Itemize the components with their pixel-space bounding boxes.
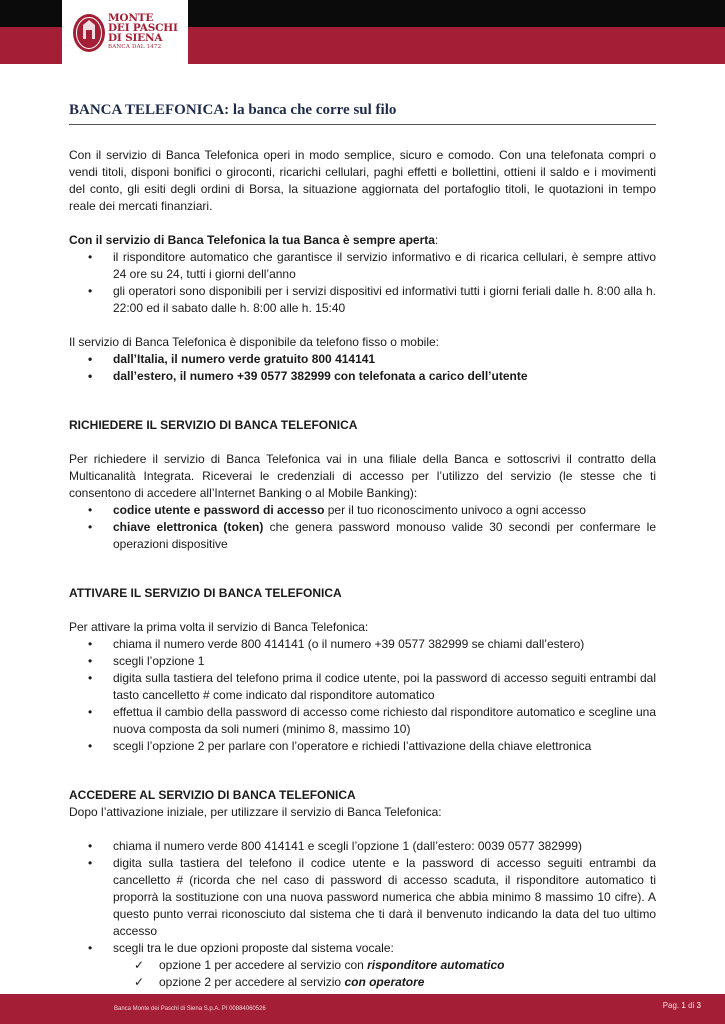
list-item-text: il risponditore automatico che garantisce il servizio informativo e di ricarica cellulari, è sempre attivo 24 ore su 24, tutti i giorni dell’anno	[113, 250, 656, 281]
logo-subtitle: BANCA DAL 1472	[108, 44, 162, 50]
list-item	[69, 653, 656, 670]
list-item-text: per il tuo riconoscimento univoco a ogni accesso	[324, 503, 586, 517]
page-current: 1	[681, 1001, 686, 1010]
option-text: opzione 2 per accedere al servizio	[159, 975, 345, 989]
option-text: opzione 1 per accedere al servizio con	[159, 958, 368, 972]
list-item-text: gli operatori sono disponibili per i servizi dispositivi ed informativi tutti i giorni feriali dalle h. 8:00 alla h. 22:00 ed il sabato dalle h. 8:00 alle h. 15:40	[113, 284, 656, 315]
document-body	[69, 100, 656, 991]
list-item	[69, 940, 656, 957]
footer-band	[0, 994, 725, 1024]
request-heading: RICHIEDERE IL SERVIZIO DI BANCA TELEFONICA	[69, 418, 358, 432]
page-of: di	[688, 1001, 695, 1010]
always-open-lead-bold: Con il servizio di Banca Telefonica la tua Banca è sempre aperta	[69, 233, 435, 247]
always-open-lead-colon: :	[434, 233, 439, 247]
list-item-text: che genera password monouso valide 30 secondi per confermare le operazioni dispositive	[113, 520, 656, 551]
list-item	[69, 351, 656, 368]
list-item	[69, 636, 656, 653]
access-list	[69, 838, 656, 957]
page-number	[663, 1001, 701, 1010]
activate-heading: ATTIVARE IL SERVIZIO DI BANCA TELEFONICA	[69, 586, 342, 600]
bullet-icon: •	[88, 941, 93, 955]
bullet-icon: •	[88, 250, 93, 264]
list-item	[69, 738, 656, 755]
option-item	[69, 974, 656, 991]
list-item	[69, 838, 656, 855]
list-item-bold: chiave elettronica (token)	[113, 520, 264, 534]
list-item	[69, 519, 656, 553]
activate-list	[69, 636, 656, 755]
page-total: 3	[696, 1001, 701, 1010]
request-paragraph: Per richiedere il servizio di Banca Telefonica vai in una filiale della Banca e sottoscrivi il contratto della Multicanalità Integrata. Riceverai le credenziali di accesso per l’utilizzo del servizio (le stesse che ti consentono di accedere all’Internet Banking o al Mobile Banking):	[69, 452, 656, 500]
list-item-text: dall’estero, il numero +39 0577 382999 con telefonata a carico dell’utente	[113, 369, 528, 383]
bullet-icon: •	[88, 654, 93, 668]
list-item	[69, 502, 656, 519]
bullet-icon: •	[88, 705, 93, 719]
list-item-text: digita sulla tastiera del telefono prima il codice utente, poi la password di accesso seguiti entrambi dal tasto cancelletto # come indicato dal risponditore automatico	[113, 671, 656, 702]
intro-paragraph: Con il servizio di Banca Telefonica operi in modo semplice, sicuro e comodo. Con una telefonata compri o vendi titoli, disponi bonifici o giroconti, ricarichi cellulari, paghi effetti e bollettini, ottieni il saldo e i movimenti del conto, gli esiti degli ordini di Borsa, la situazione aggiornata del portafoglio titoli, le quotazioni in tempo reale dei mercati finanziari.	[69, 148, 656, 213]
request-list	[69, 502, 656, 553]
option-emphasis: risponditore automatico	[367, 958, 505, 972]
checkmark-icon: ✓	[134, 958, 145, 972]
bullet-icon: •	[88, 520, 93, 534]
list-item-text: scegli l’opzione 1	[113, 654, 205, 668]
page-label: Pag.	[662, 1001, 680, 1010]
access-heading: ACCEDERE AL SERVIZIO DI BANCA TELEFONICA	[69, 788, 356, 802]
list-item	[69, 368, 656, 385]
option-emphasis: con operatore	[344, 975, 425, 989]
bullet-icon: •	[88, 284, 93, 298]
seal-icon	[72, 12, 106, 54]
list-item-bold: codice utente e password di accesso	[113, 503, 325, 517]
list-item	[69, 249, 656, 283]
list-item-text: scegli tra le due opzioni proposte dal sistema vocale:	[113, 941, 394, 955]
list-item-text: chiama il numero verde 800 414141 (o il numero +39 0577 382999 se chiami dall’estero)	[113, 637, 585, 651]
list-item	[69, 670, 656, 704]
always-open-lead	[69, 232, 656, 249]
list-item	[69, 704, 656, 738]
bullet-icon: •	[88, 503, 93, 517]
list-item-text: dall’Italia, il numero verde gratuito 800 414141	[113, 352, 376, 366]
activate-paragraph: Per attivare la prima volta il servizio di Banca Telefonica:	[69, 620, 369, 634]
bullet-icon: •	[88, 839, 93, 853]
list-item	[69, 855, 656, 940]
bullet-icon: •	[88, 739, 93, 753]
availability-lead: Il servizio di Banca Telefonica è disponibile da telefono fisso o mobile:	[69, 335, 439, 349]
logo-line-3: DI SIENA	[108, 32, 163, 44]
bank-logo	[62, 0, 188, 64]
bullet-icon: •	[88, 856, 93, 870]
availability-list	[69, 351, 656, 385]
bullet-icon: •	[88, 637, 93, 651]
bullet-icon: •	[88, 369, 93, 383]
logo-line-1: MONTE	[108, 12, 154, 24]
page-title: BANCA TELEFONICA: la banca che corre sul filo	[69, 100, 656, 125]
always-open-list	[69, 249, 656, 317]
access-paragraph: Dopo l’attivazione iniziale, per utilizzare il servizio di Banca Telefonica:	[69, 805, 442, 819]
logo-line-2: DEI PASCHI	[108, 22, 178, 34]
list-item	[69, 283, 656, 317]
list-item-text: chiama il numero verde 800 414141 e scegli l’opzione 1 (dall’estero: 0039 0577 382999)	[113, 839, 582, 853]
bullet-icon: •	[88, 352, 93, 366]
list-item-text: scegli l’opzione 2 per parlare con l’operatore e richiedi l’attivazione della chiave elettronica	[113, 739, 592, 753]
footer-company: Banca Monte dei Paschi di Siena S.p.A. PI 00884060526	[114, 1006, 266, 1012]
list-item-text: digita sulla tastiera del telefono il codice utente e la password di accesso seguiti entrambi da cancelletto # (ricorda che nel caso di password di accesso scaduta, il risponditore automatico ti proporrà la sostituzione con una nuova password numerica che abbia minimo 8 massimo 10 cifre). A questo punto verrai riconosciuto dal sistema che ti darà il benvenuto indicando la data del tuo ultimo accesso	[113, 856, 656, 938]
access-options-list	[69, 957, 656, 991]
list-item-text: effettua il cambio della password di accesso come richiesto dal risponditore automatico e scegline una nuova composta da soli numeri (minimo 8, massimo 10)	[113, 705, 656, 736]
checkmark-icon: ✓	[134, 975, 145, 989]
option-item	[69, 957, 656, 974]
bullet-icon: •	[88, 671, 93, 685]
